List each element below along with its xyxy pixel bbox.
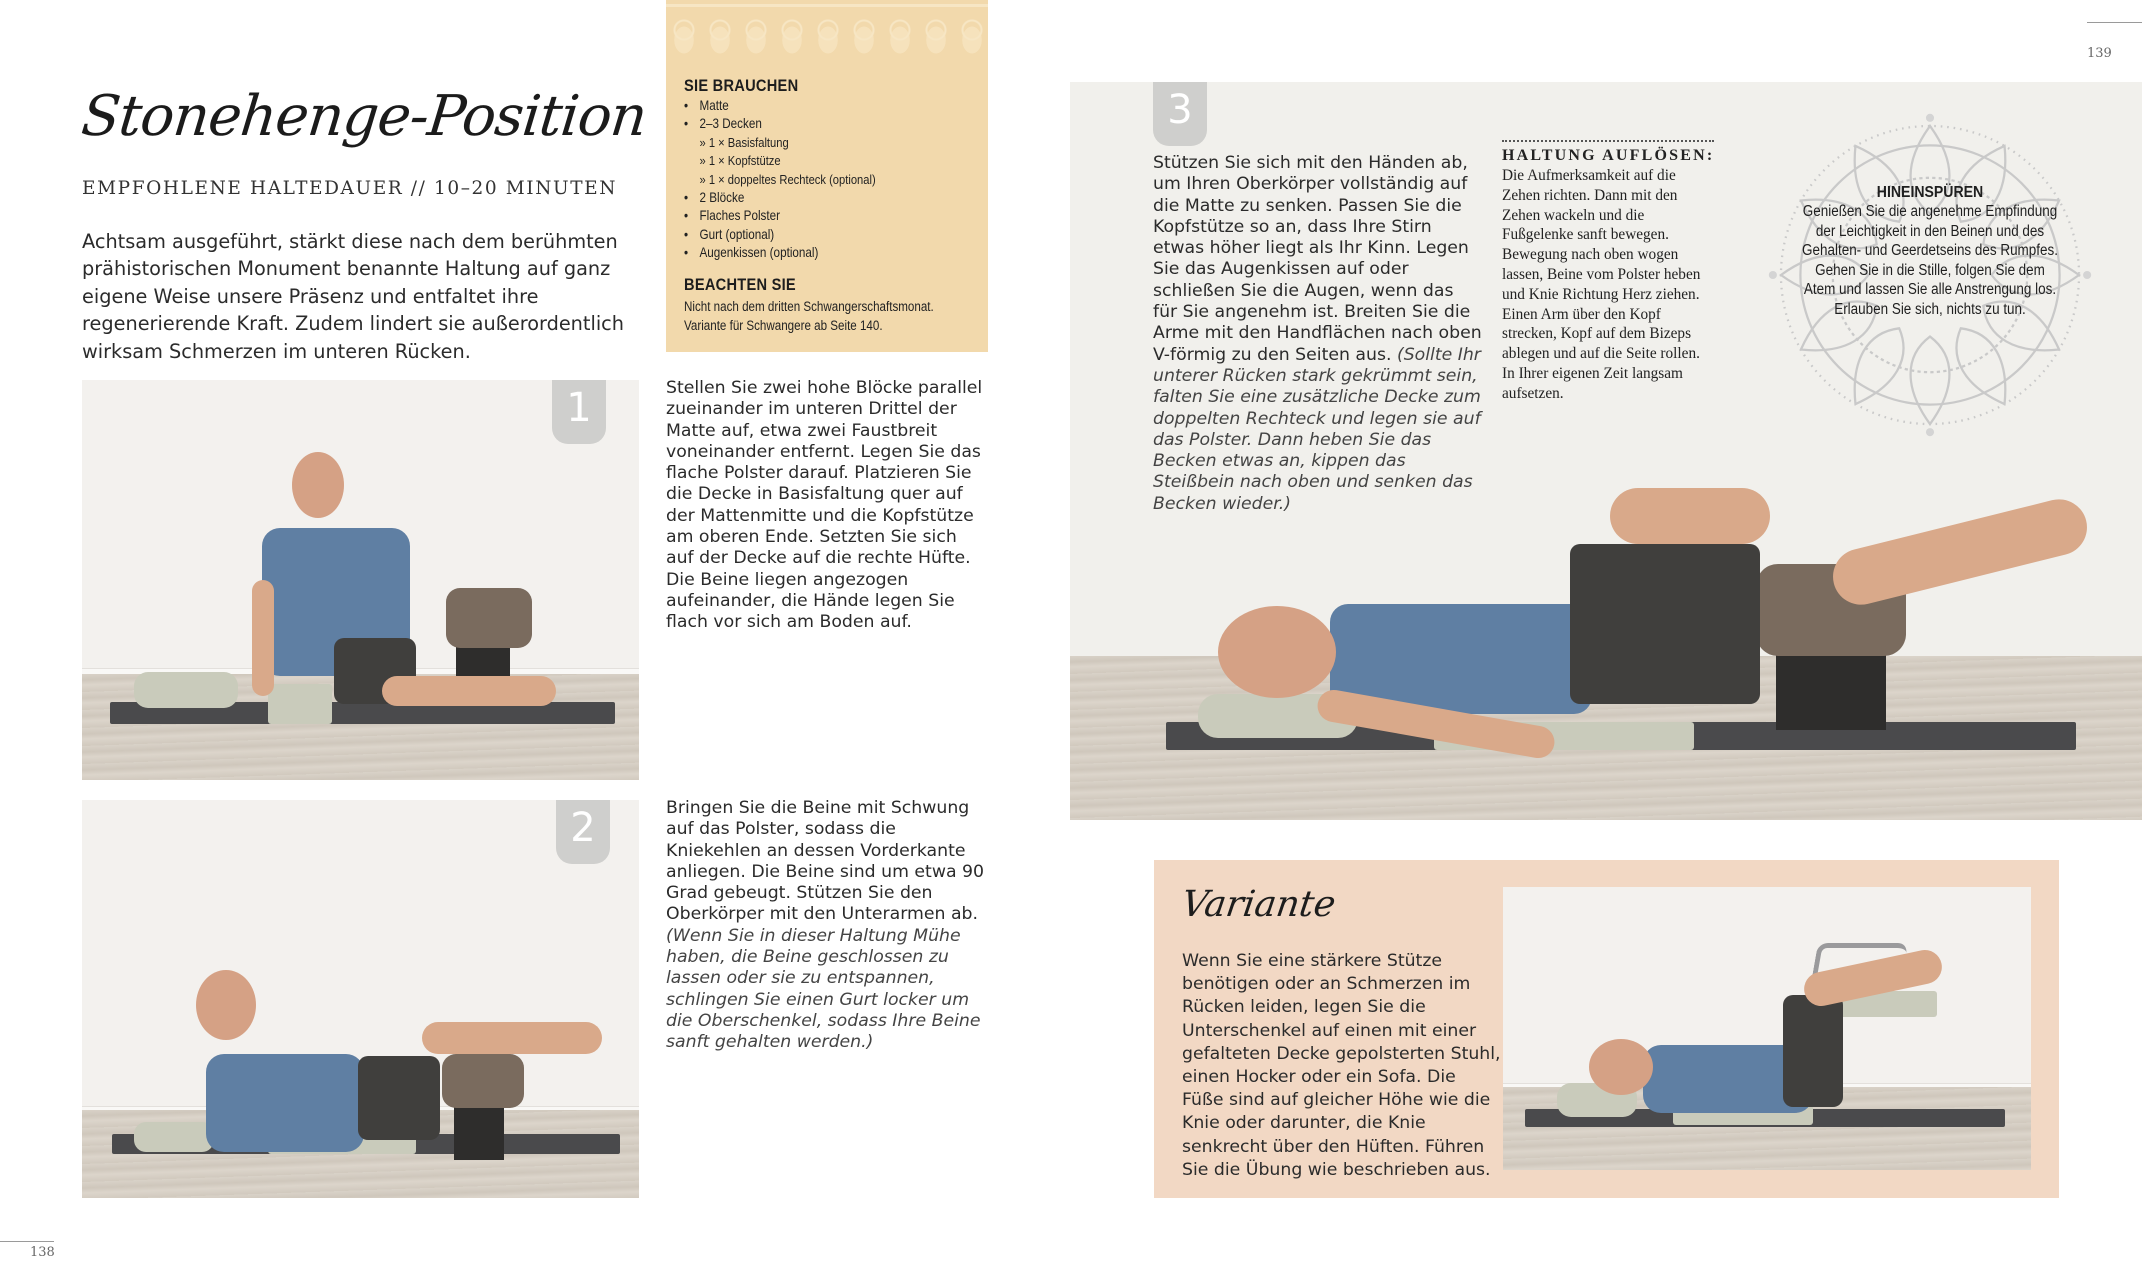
step-2-tip: (Wenn Sie in dieser Haltung Mühe haben, die Beine geschlossen zu lassen oder sie zu entspannen, schlingen Sie einen Gurt locker um die Oberschenkel, sodass Ihre Beine sanft gehalten werden.)	[666, 925, 981, 1053]
release-heading: HALTUNG AUFLÖSEN:	[1502, 147, 1715, 164]
step-2-text	[666, 798, 986, 1054]
step-number-badge: 2	[556, 800, 610, 864]
page-rule	[0, 1241, 54, 1242]
list-subitem: » 1 × Kopfstütze	[699, 153, 781, 169]
feel-heading: HINEINSPÜREN	[1876, 184, 1984, 201]
list-item: • 2–3 Decken	[684, 116, 762, 132]
page-number-left: 138	[30, 1245, 55, 1260]
step-3-tip: (Sollte Ihr unterer Rücken stark gekrümmt sein, falten Sie eine zusätzliche Decke zum doppelten Rechteck und legen sie auf das Polster. Dann heben Sie das Becken etwas an, kippen das Steißbein nach oben und senken das Becken wieder.)	[1153, 344, 1481, 514]
hold-duration: EMPFOHLENE HALTEDAUER // 10–20 MINUTEN	[82, 178, 618, 199]
variant-title: Variante	[1179, 884, 1339, 925]
list-item: • 2 Blöcke	[684, 190, 745, 206]
list-item: • Gurt (optional)	[684, 226, 775, 242]
ornament-border	[666, 0, 988, 70]
requirements-list	[684, 97, 876, 263]
feel-text: Genießen Sie die angenehme Empfindung der Leichtigkeit in den Beinen und des Gehalten- und Geerdetseins des Rumpfes. Gehen Sie in die Stille, folgen Sie dem Atem und lassen Sie alle Anstrengung los. Erlauben Sie sich, nichts zu tun.	[1802, 203, 2058, 318]
list-subitem: » 1 × Basisfaltung	[699, 134, 789, 150]
step-number-badge: 3	[1153, 82, 1207, 146]
feel-content	[1798, 183, 2062, 320]
requirements-heading: SIE BRAUCHEN	[684, 76, 799, 95]
step-2-photo	[82, 800, 639, 1198]
release-text: Die Aufmerksamkeit auf die Zehen richten. Dann mit den Zehen wackeln und die Fußgelenke sanft bewegen. Bewegung nach oben wogen lassen, Beine vom Polster heben und Knie Richtung Herz ziehen. Einen Arm über den Kopf strecken, Kopf auf dem Bizeps ablegen und auf die Seite rollen. In Ihrer eigenen Zeit langsam aufsetzen.	[1502, 167, 1701, 402]
variant-box	[1154, 860, 2059, 1198]
requirements-box	[666, 0, 988, 352]
variant-text: Wenn Sie eine stärkere Stütze benötigen oder an Schmerzen im Rücken leiden, legen Sie die Unterschenkel auf einen mit einer gefalteten Decke gepolsterten Stuhl, einen Hocker oder ein Sofa. Die Füße sind auf gleicher Höhe wie die Knie oder darunter, die Knie senkrecht über den Hüften. Führen Sie die Übung wie beschrieben aus.	[1182, 951, 1501, 1180]
step-2-instructions: Bringen Sie die Beine mit Schwung auf das Polster, sodass die Kniekehlen an dessen Vorderkante anliegen. Die Beine sind um etwa 90 Grad gebeugt. Stützen Sie den Oberkörper mit den Unterarmen ab.	[666, 798, 985, 925]
page-title: Stonehenge-Position	[78, 84, 650, 149]
note-heading: BEACHTEN SIE	[684, 275, 796, 294]
note-text: Nicht nach dem dritten Schwangerschaftsmonat. Variante für Schwangere ab Seite 140.	[684, 299, 934, 333]
list-item: • Matte	[684, 98, 729, 113]
list-item: • Augenkissen (optional)	[684, 245, 819, 261]
page-number-right: 139	[2087, 46, 2112, 61]
list-subitem: » 1 × doppeltes Rechteck (optional)	[699, 171, 876, 187]
dotted-divider	[1502, 140, 1714, 142]
feel-box	[1780, 115, 2080, 415]
release-pose-box	[1502, 140, 1714, 404]
step-3-text	[1153, 153, 1483, 515]
step-1-text: Stellen Sie zwei hohe Blöcke parallel zueinander im unteren Drittel der Matte auf, etwa zwei Faustbreit voneinander entfernt. Legen Sie das flache Polster darauf. Platzieren Sie die Decke in Basisfaltung quer auf der Mattenmitte und die Kopfstütze am oberen Ende. Setzten Sie sich auf der Decke auf die rechte Hüfte. Die Beine liegen angezogen aufeinander, die Hände legen Sie flach vor sich am Boden auf.	[666, 378, 983, 633]
step-number-badge: 1	[552, 380, 606, 444]
variant-photo	[1503, 887, 2031, 1170]
intro-paragraph: Achtsam ausgeführt, stärkt diese nach dem berühmten prähistorischen Monument benannte Haltung auf ganz eigene Weise unsere Präsenz und entfaltet ihre regenerierende Kraft. Zudem lindert sie außerordentlich wirksam Schmerzen im unteren Rücken.	[82, 230, 625, 363]
step-1-photo	[82, 380, 639, 780]
list-item: • Flaches Polster	[684, 208, 781, 224]
step-3-instructions: Stützen Sie sich mit den Händen ab, um Ihren Oberkörper vollständig auf die Matte zu senken. Passen Sie die Kopfstütze so an, dass Ihre Stirn etwas höher liegt als Ihr Kinn. Legen Sie das Augenkissen auf oder schließen Sie die Augen, wenn das für Sie angenehm ist. Breiten Sie die Arme mit den Handflächen nach oben V-förmig zu den Seiten aus.	[1153, 153, 1482, 365]
page-rule	[2087, 22, 2142, 23]
